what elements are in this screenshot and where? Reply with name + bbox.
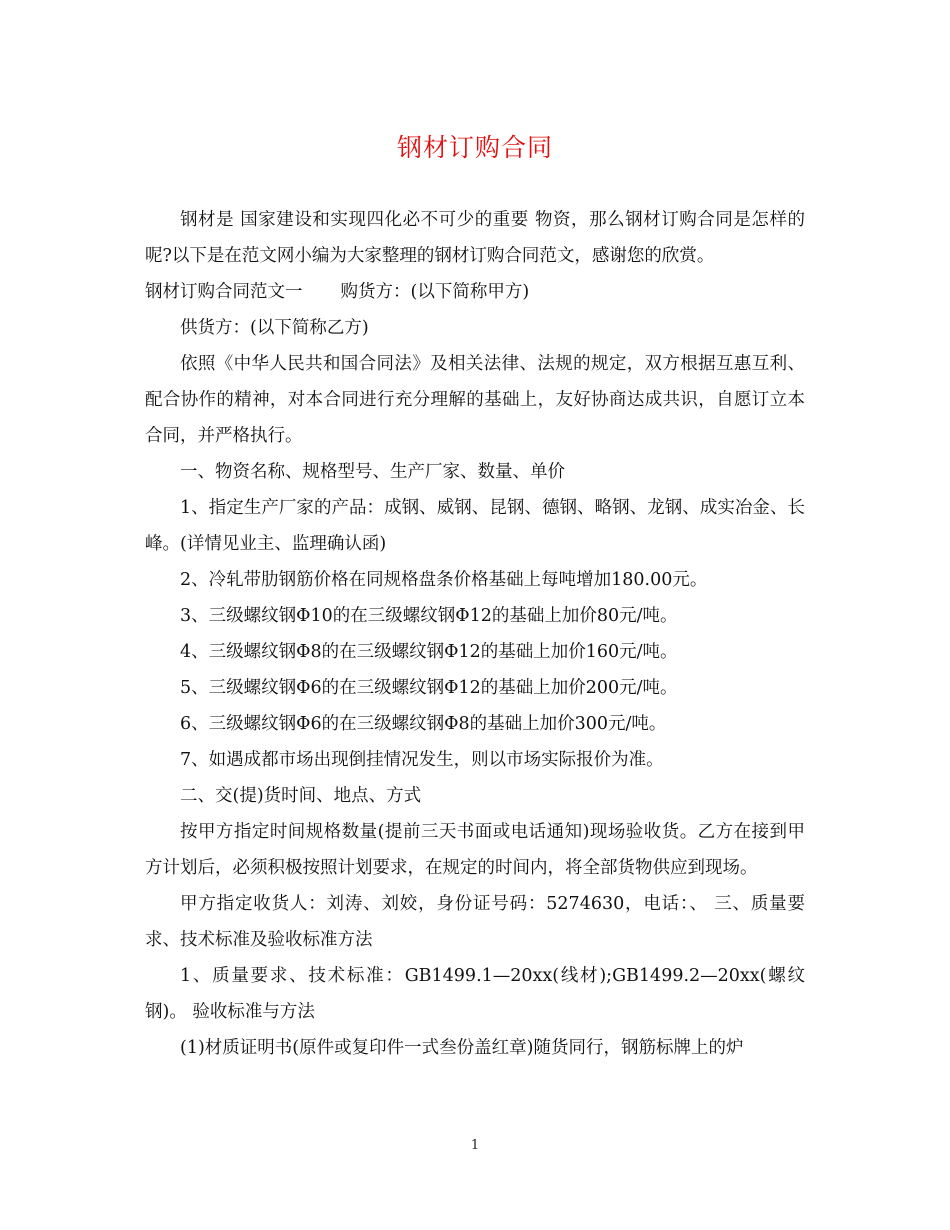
receiver-paragraph: 甲方指定收货人：刘涛、刘姣，身份证号码：5274630，电话：、 三、质量要求、技术标准及验收标准方法 — [145, 894, 805, 950]
section-item: 1、指定生产厂家的产品：成钢、威钢、昆钢、德钢、略钢、龙钢、成实冶金、长峰。(详情见业主、监理确认函) — [145, 498, 805, 554]
section-item: 1、质量要求、技术标准：GB1499.1—20xx(线材);GB1499.2—20xx(螺纹钢)。 验收标准与方法 — [145, 966, 805, 1022]
sample-heading: 钢材订购合同范文一 — [145, 282, 303, 302]
section-item: 3、三级螺纹钢Φ10的在三级螺纹钢Φ12的基础上加价80元/吨。 — [180, 606, 678, 626]
section-item: 7、如遇成都市场出现倒挂情况发生，则以市场实际报价为准。 — [180, 750, 664, 770]
section-heading: 二、交(提)货时间、地点、方式 — [180, 786, 422, 806]
supplier-line: 供货方：(以下简称乙方) — [180, 318, 369, 338]
document-body — [145, 202, 805, 1066]
section-item: (1)材质证明书(原件或复印件一式叁份盖红章)随货同行，钢筋标牌上的炉 — [180, 1038, 744, 1058]
sample-heading-line — [145, 274, 805, 310]
section-item: 2、冷轧带肋钢筋价格在同规格盘条价格基础上每吨增加180.00元。 — [180, 570, 708, 590]
buyer-line: 购货方：(以下简称甲方) — [340, 282, 530, 302]
page-number: 1 — [470, 1138, 480, 1153]
intro-paragraph: 钢材是 国家建设和实现四化必不可少的重要 物资，那么钢材订购合同是怎样的呢?以下是在范文网小编为大家整理的钢材订购合同范文，感谢您的欣赏。 — [145, 210, 805, 266]
section-item: 4、三级螺纹钢Φ8的在三级螺纹钢Φ12的基础上加价160元/吨。 — [180, 642, 678, 662]
section-heading: 一、物资名称、规格型号、生产厂家、数量、单价 — [180, 462, 565, 482]
section-item: 6、三级螺纹钢Φ6的在三级螺纹钢Φ8的基础上加价300元/吨。 — [180, 714, 667, 734]
section-paragraph: 按甲方指定时间规格数量(提前三天书面或电话通知)现场验收货。乙方在接到甲方计划后，必须积极按照计划要求，在规定的时间内，将全部货物供应到现场。 — [145, 822, 805, 878]
preamble-paragraph: 依照《中华人民共和国合同法》及相关法律、法规的规定，双方根据互惠互利、配合协作的精神，对本合同进行充分理解的基础上，友好协商达成共识，自愿订立本合同，并严格执行。 — [145, 354, 805, 446]
section-item: 5、三级螺纹钢Φ6的在三级螺纹钢Φ12的基础上加价200元/吨。 — [180, 678, 678, 698]
document-title: 钢材订购合同 — [396, 133, 553, 162]
